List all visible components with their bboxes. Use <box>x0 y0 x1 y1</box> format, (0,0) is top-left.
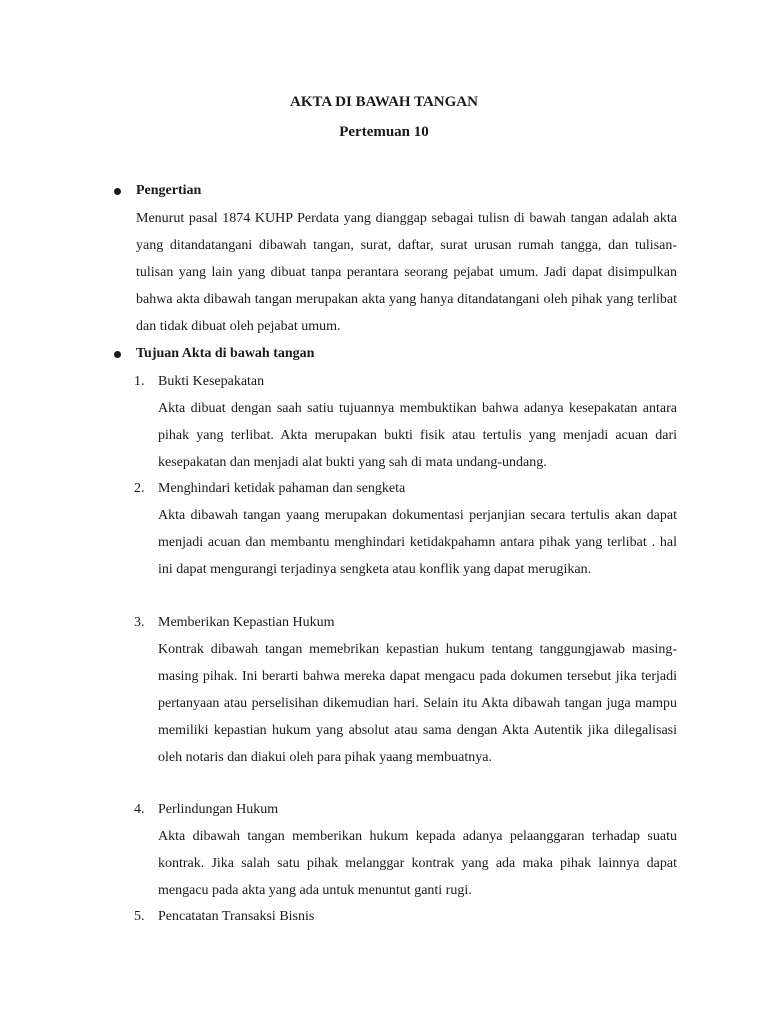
list-item-title: Bukti Kesepakatan <box>158 374 265 389</box>
list-item-text: Akta dibawah tangan yaang merupakan dokumentasi perjanjian secara tertulis akan dapat menjadi acuan dan membantu menghindari ketidakpahamn antara pihak yang terlibat . hal ini dapat mengurangi terjadinya sengketa atau konflik yang dapat merugikan. <box>158 508 677 577</box>
list-item-title: Memberikan Kepastian Hukum <box>158 615 335 630</box>
document-subtitle: Pertemuan 10 <box>339 124 429 140</box>
list-item-title: Perlindungan Hukum <box>158 802 279 817</box>
list-item-number: 1. <box>134 374 145 389</box>
bullet-icon <box>114 351 121 358</box>
list-item-number: 3. <box>134 615 145 630</box>
list-item-text: Kontrak dibawah tangan memebrikan kepastian hukum tentang tanggungjawab masing-masing pihak. Ini berarti bahwa mereka dapat mengacu pada dokumen tersebut jika terjadi pertanyaan atau perselisihan dikemudian hari. Selain itu Akta dibawah tangan juga mampu memiliki kepastian hukum yang absolut atau sama dengan Akta Autentik jika dilegalisasi oleh notaris dan diakui oleh para pihak yaang membuatnya. <box>158 642 677 765</box>
list-item-title: Pencatatan Transaksi Bisnis <box>158 909 315 924</box>
document-title: AKTA DI BAWAH TANGAN <box>290 94 478 110</box>
list-item-number: 2. <box>134 481 145 496</box>
list-item-text: Akta dibuat dengan saah satiu tujuannya membuktikan bahwa adanya kesepakatan antara pihak yang terlibat. Akta merupakan bukti fisik atau tertulis yang menjadi acuan dari kesepakatan dan menjadi alat bukti yang sah di mata undang-undang. <box>158 401 677 470</box>
list-item-number: 5. <box>134 909 145 924</box>
section-heading-tujuan: Tujuan Akta di bawah tangan <box>136 346 315 361</box>
bullet-icon <box>114 188 121 195</box>
section-heading-pengertian: Pengertian <box>136 183 202 198</box>
section-paragraph-pengertian: Menurut pasal 1874 KUHP Perdata yang dianggap sebagai tulisn di bawah tangan adalah akta yang ditandatangani dibawah tangan, surat, daftar, surat urusan rumah tangga, dan tulisan-tulisan yang lain yang dibuat tanpa perantara seorang pejabat umum. Jadi dapat disimpulkan bahwa akta dibawah tangan merupakan akta yang hanya ditandatangani oleh pihak yang terlibat dan tidak dibuat oleh pejabat umum. <box>136 211 677 334</box>
list-item-text: Akta dibawah tangan memberikan hukum kepada adanya pelaanggaran terhadap suatu kontrak. Jika salah satu pihak melanggar kontrak yang ada maka pihak lainnya dapat mengacu pada akta yang ada untuk menuntut ganti rugi. <box>158 829 677 898</box>
list-item-number: 4. <box>134 802 145 817</box>
list-item-title: Menghindari ketidak pahaman dan sengketa <box>158 481 406 496</box>
